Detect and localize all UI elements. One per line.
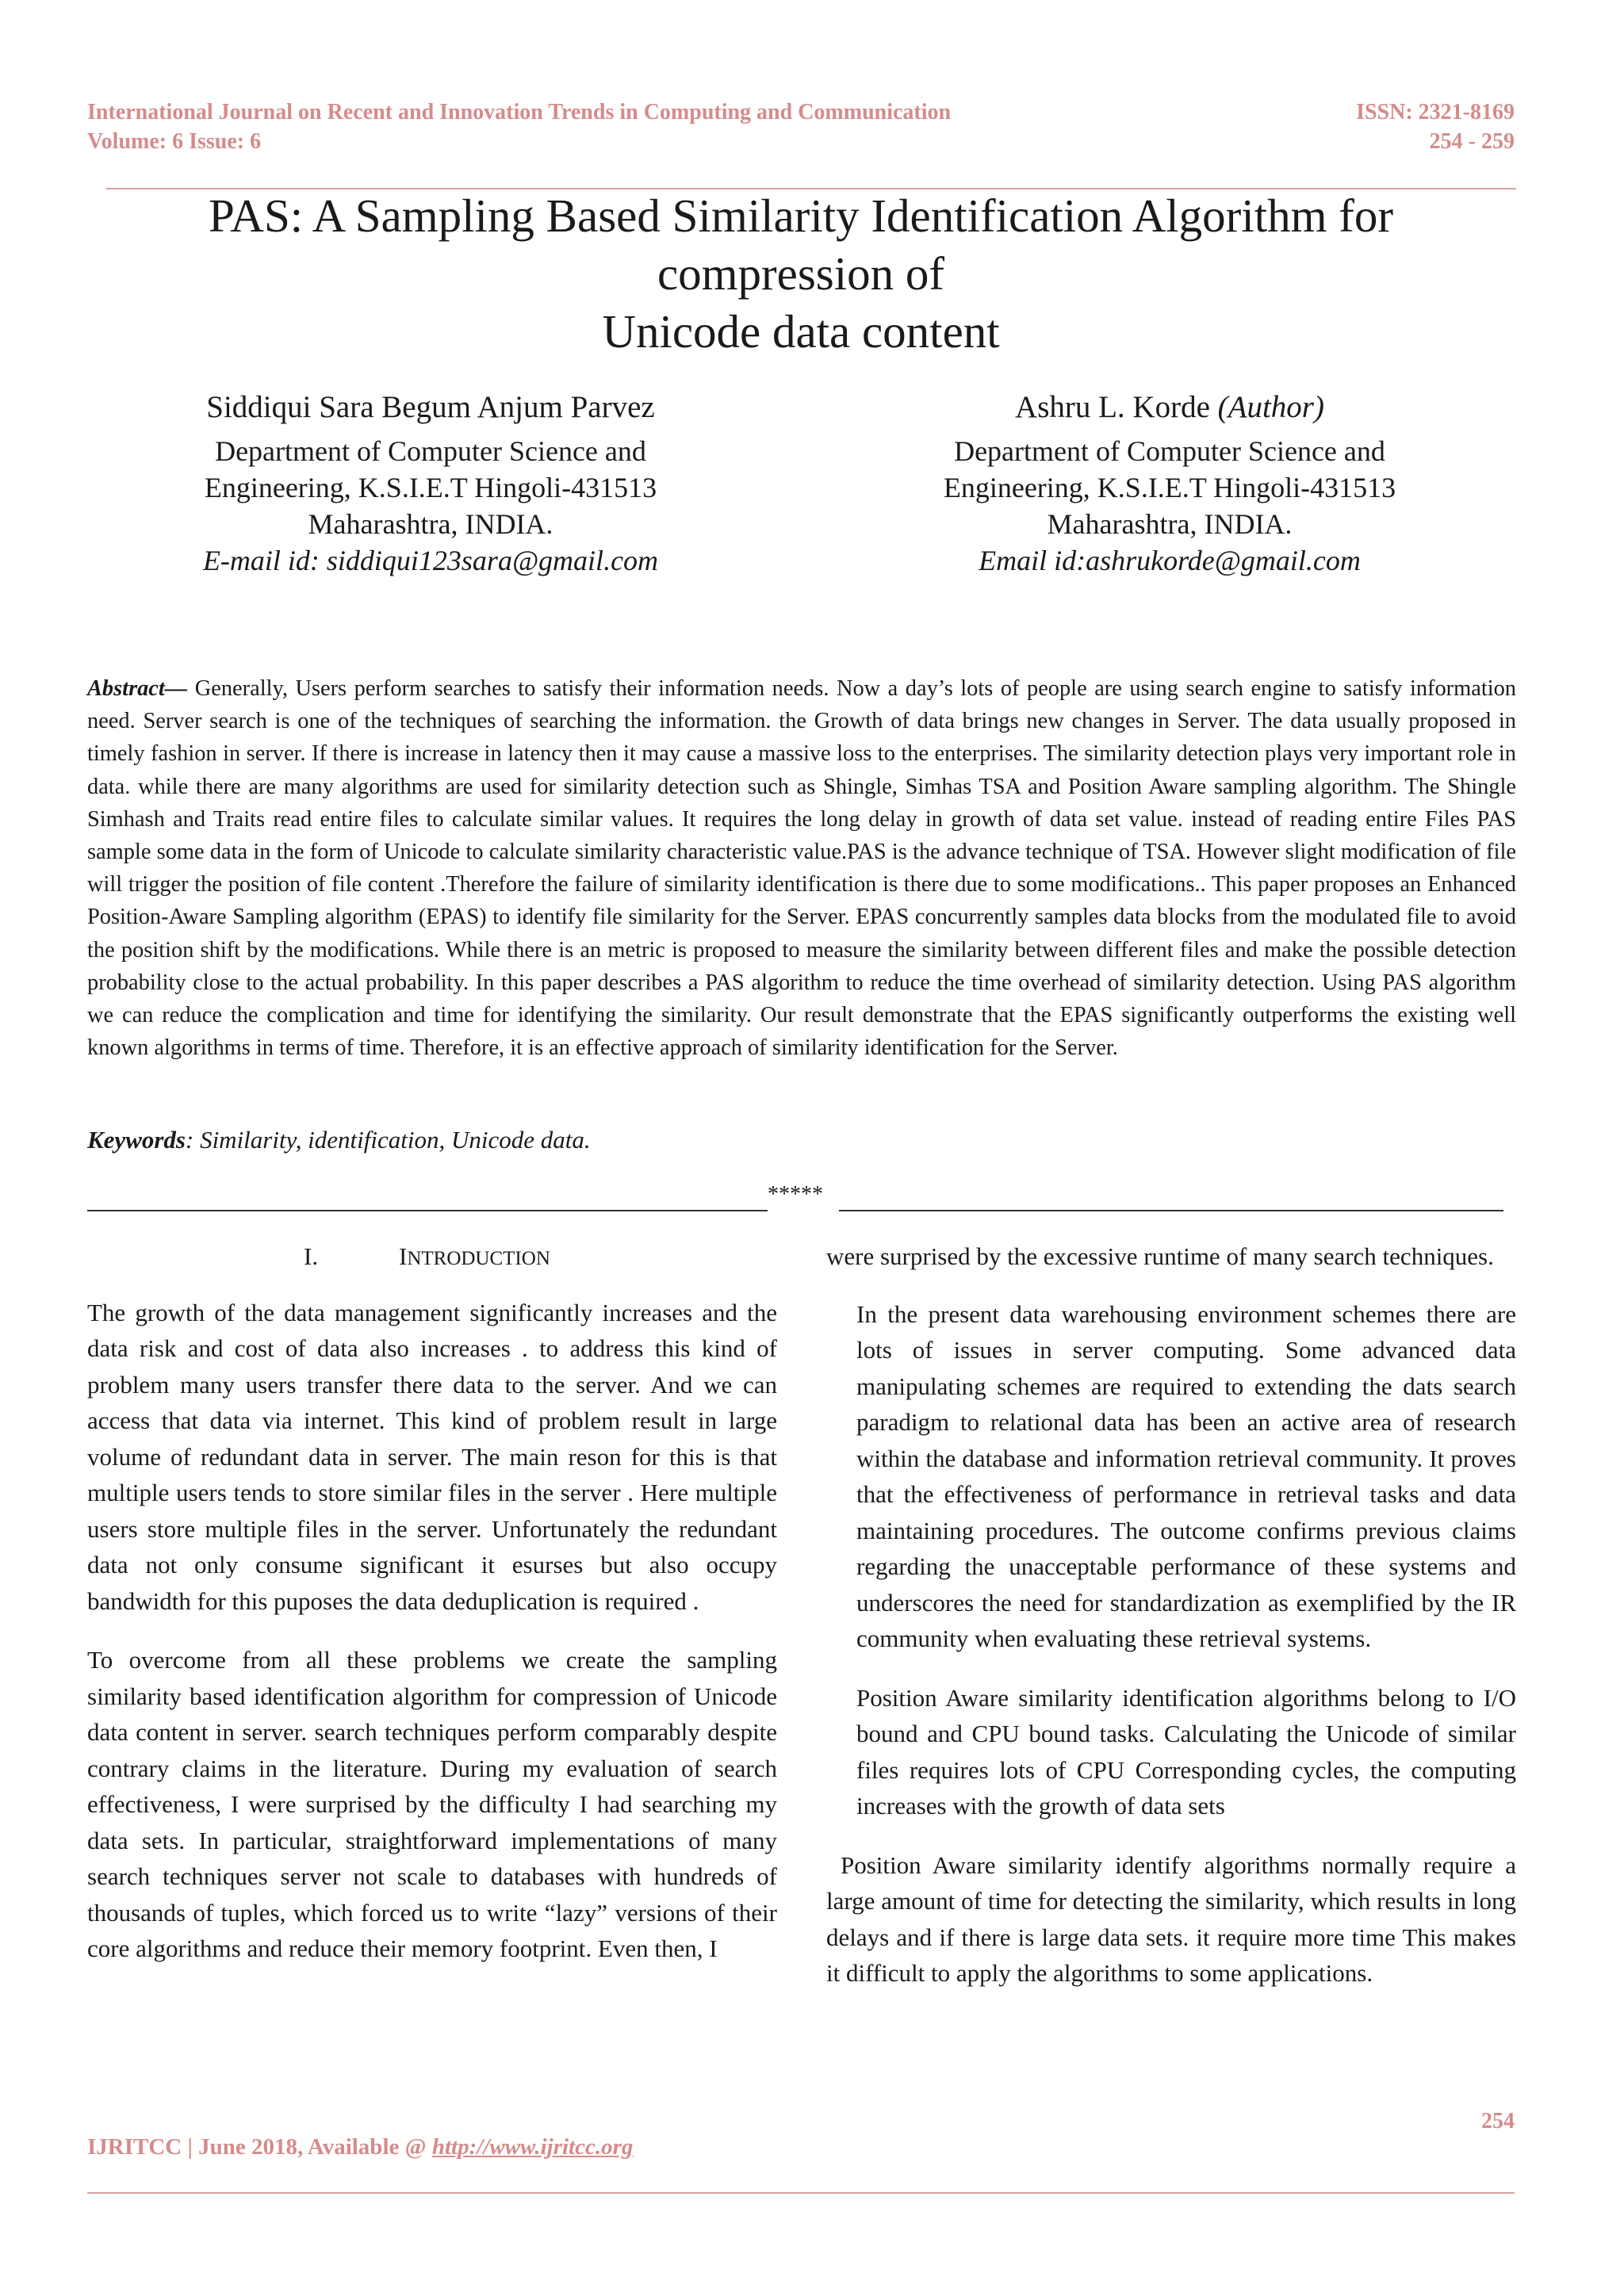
journal-header-right xyxy=(1356,98,1515,156)
journal-name: International Journal on Recent and Innovation Trends in Computing and Communication xyxy=(87,100,952,124)
author-dept-line-1: Department of Computer Science and xyxy=(215,435,646,467)
footer-link[interactable]: http://www.ijritcc.org xyxy=(431,2134,634,2160)
author-name-line xyxy=(860,387,1479,428)
title-line-1: PAS: A Sampling Based Similarity Identification Algorithm for compression of xyxy=(208,189,1394,300)
section-number: I. xyxy=(304,1242,319,1270)
paragraph: To overcome from all these problems we create the sampling similarity based identification algorithm for compression of Unicode data content in server. search techniques perform comparably despite contrary claims in the literature. During my evaluation of search effectiveness, I were surprised by the difficulty I had searching my data sets. In particular, straightforward implementations of many search techniques server not scale to databases with hundreds of thousands of tuples, which forced us to write “lazy” versions of their core algorithms and reduce their memory footprint. Even then, I xyxy=(87,1646,777,1962)
author-dept-line-2: Engineering, K.S.I.E.T Hingoli-431513 xyxy=(943,472,1396,503)
paragraph: The growth of the data management significantly increases and the data risk and cost of data also increases . to address this kind of problem many users transfer there data to the server. And we can access that data via internet. This kind of problem result in large volume of redundant data in server. The main reson for this is that multiple users tends to store similar files in the server . Here multiple users store multiple files in the server. Unfortunately the redundant data not only consume significant it esurses but also occupy bandwidth for this puposes the data deduplication is required . xyxy=(87,1298,777,1615)
footer-rule xyxy=(87,2192,1515,2194)
author-block-1 xyxy=(121,387,740,579)
abstract-label: Abstract— xyxy=(87,676,188,701)
author-name: Ashru L. Korde xyxy=(1015,390,1218,424)
journal-volume: Volume: 6 Issue: 6 xyxy=(87,129,262,154)
author-role: (Author) xyxy=(1217,390,1324,424)
paragraph: Position Aware similarity identification algorithms belong to I/O bound and CPU bound tasks. Calculating the Unicode of similar files requires lots of CPU Corresponding cycles, the computing increases with the growth of data sets xyxy=(856,1683,1516,1820)
paragraph: Position Aware similarity identify algorithms normally require a large amount of time for detecting the similarity, which results in long delays and if there is large data sets. it require more time This makes it difficult to apply the algorithms to some applications. xyxy=(826,1850,1516,1987)
left-column xyxy=(87,1238,777,1990)
page-number: 254 xyxy=(1481,2109,1515,2133)
separator-stars: ***** xyxy=(768,1182,823,1207)
paragraph-continued: were surprised by the excessive runtime of many search techniques. xyxy=(826,1242,1494,1270)
right-column xyxy=(826,1238,1516,2015)
section-heading xyxy=(87,1238,777,1277)
section-title-initial: I xyxy=(399,1242,408,1270)
paper-title xyxy=(87,187,1515,361)
author-dept-line-2: Engineering, K.S.I.E.T Hingoli-431513 xyxy=(204,472,657,503)
journal-header xyxy=(87,98,951,156)
abstract-text: Generally, Users perform searches to satisfy their information needs. Now a day’s lots of people are using search engine to satisfy information need. Server search is one of the techniques of searching the information. the Growth of data brings new changes in Server. The data usually proposed in timely fashion in server. If there is increase in latency then it may cause a massive loss to the enterprises. The similarity detection plays very important role in data. while there are many algorithms are used for similarity detection such as Shingle, Simhas TSA and Position Aware sampling algorithm. The Shingle Simhash and Traits read entire files to calculate similar values. It requires the long delay in growth of data set value. instead of reading entire Files PAS sample some data in the form of Unicode to calculate similarity characteristic value.PAS is the advance technique of TSA. However slight modification of file will trigger the position of file content .Therefore the failure of similarity identification is there due to some modifications.. This paper proposes an Enhanced Position-Aware Sampling algorithm (EPAS) to identify file similarity for the Server. EPAS concurrently samples data blocks from the modulated file to avoid the position shift by the modifications. While there is an metric is proposed to measure the similarity between different files and make the possible detection probability close to the actual probability. In this paper describes a PAS algorithm to reduce the time overhead of similarity detection. Using PAS algorithm we can reduce the complication and time for identifying the similarity. Our result demonstrate that the EPAS significantly outperforms the existing well known algorithms in terms of time. Therefore, it is an effective approach of similarity identification for the Server. xyxy=(87,676,1516,1061)
footer xyxy=(87,2134,633,2160)
author-place: Maharashtra, INDIA. xyxy=(1047,508,1293,540)
author-dept-line-1: Department of Computer Science and xyxy=(954,435,1385,467)
author-name: Siddiqui Sara Begum Anjum Parvez xyxy=(206,390,655,424)
keywords-label: Keywords xyxy=(87,1126,186,1154)
paragraph: In the present data warehousing environment schemes there are lots of issues in server computing. Some advanced data manipulating schemes are required to extending the dats search paradigm to relational data has been an active area of research within the database and information retrieval community. It proves that the effectiveness of performance in retrieval tasks and data maintaining procedures. The outcome confirms previous claims regarding the unacceptable performance of these systems and underscores the need for standardization as exemplified by the IR community when evaluating these retrieval systems. xyxy=(856,1299,1516,1652)
footer-text: IJRITCC | June 2018, Available @ xyxy=(87,2134,432,2160)
author-email: Email id:ashrukorde@gmail.com xyxy=(979,545,1361,576)
section-title-rest: NTRODUCTION xyxy=(407,1248,550,1269)
author-block-2 xyxy=(860,387,1479,579)
abstract xyxy=(87,672,1516,1064)
title-line-2: Unicode data content xyxy=(602,305,1000,358)
page-range: 254 - 259 xyxy=(1429,129,1515,154)
issn: ISSN: 2321-8169 xyxy=(1356,100,1515,124)
separator-rule-left xyxy=(87,1210,768,1211)
author-email: E-mail id: siddiqui123sara@gmail.com xyxy=(202,545,659,576)
keywords xyxy=(87,1124,591,1156)
keywords-text: : Similarity, identification, Unicode data. xyxy=(186,1126,591,1154)
author-place: Maharashtra, INDIA. xyxy=(308,508,553,540)
separator-rule-right xyxy=(839,1210,1503,1211)
